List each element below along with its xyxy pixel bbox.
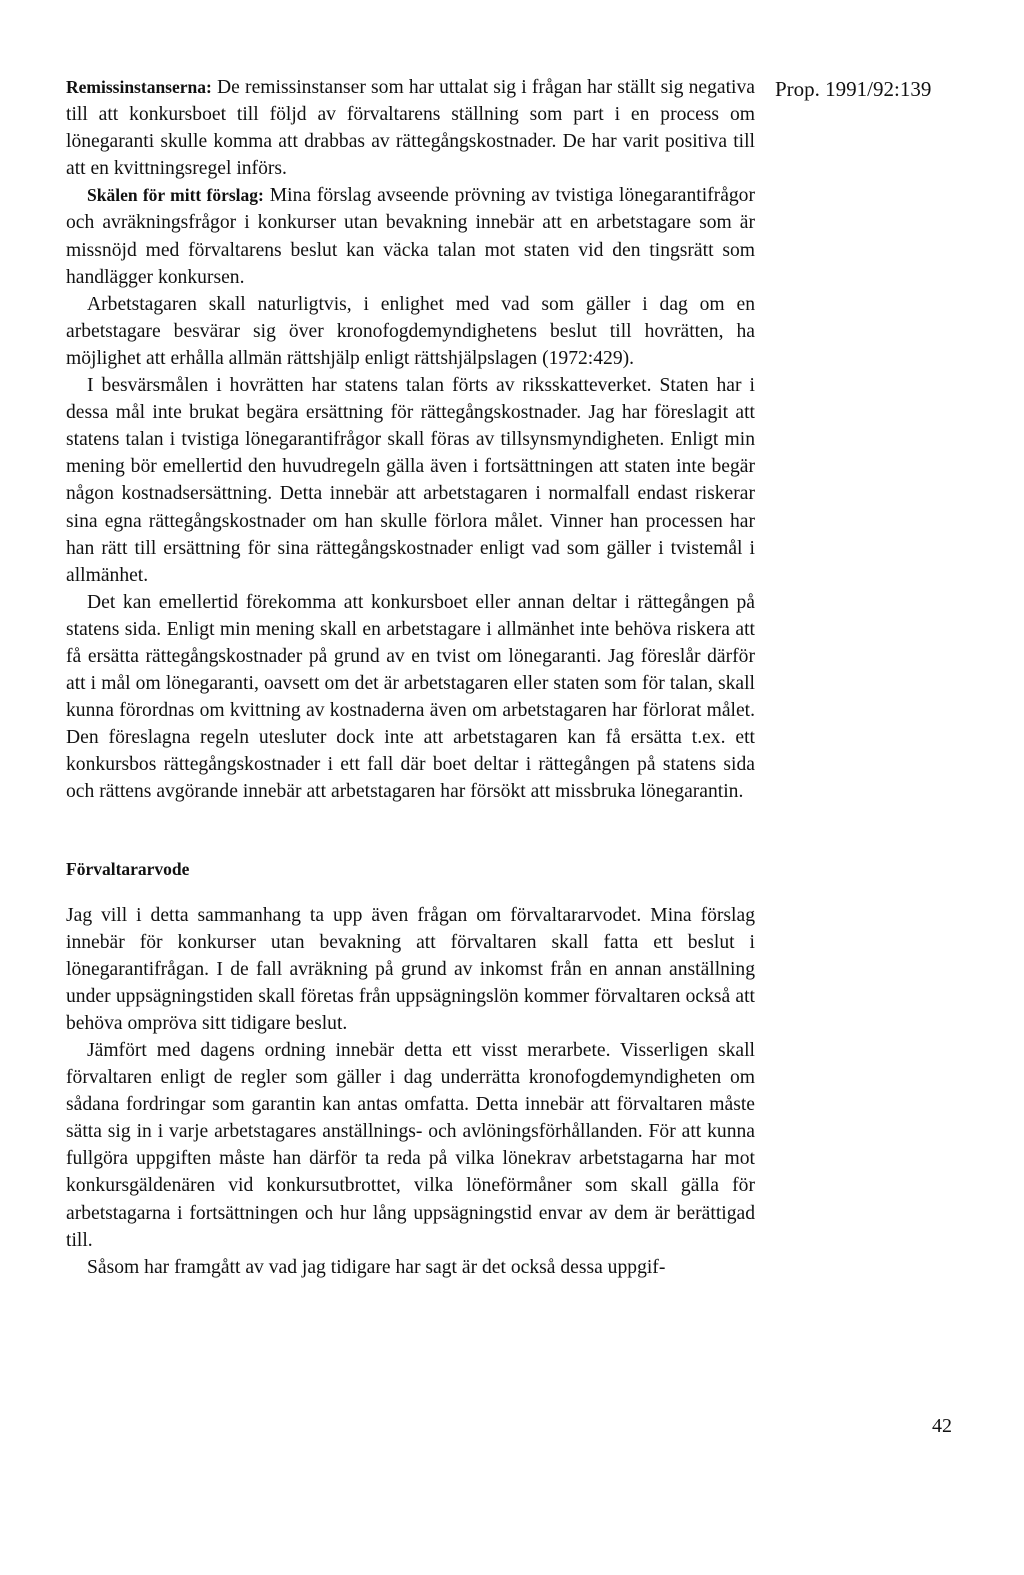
proposition-reference: Prop. 1991/92:139 xyxy=(775,77,932,101)
paragraph-lead: Remissinstanserna: xyxy=(66,77,212,97)
paragraph-remissinstanserna xyxy=(66,74,755,182)
paragraph: Arbetstagaren skall naturligtvis, i enlighet med vad som gäller i dag om en arbetstagare besvärar sig över kronofogdemyndighetens beslut till hovrätten, ha möjlighet att erhålla allmän rättshjälp enligt rättshjälpslagen (1972:429). xyxy=(66,293,755,369)
paragraph: Jag vill i detta sammanhang ta upp även frågan om förvaltararvodet. Mina förslag innebär för konkurser utan bevakning att förvaltaren skall fatta ett beslut i lönegarantifrågan. I de fall avräkning på grund av inkomst från en annan anställning under uppsägningstiden skall företas från uppsägningslön kommer förvaltaren också att behöva ompröva sitt tidigare beslut. xyxy=(66,904,755,1034)
section-heading: Förvaltararvode xyxy=(66,858,190,879)
paragraph: I besvärsmålen i hovrätten har statens talan förts av riksskatteverket. Staten har i dessa mål inte brukat begära ersättning för rättegångskostnader. Jag har föreslagit att statens talan i tvistiga lönegarantifrågor skall föras av tillsynsmyndigheten. Enligt min mening bör emellertid den huvudregeln gälla även i fortsättningen att staten inte begär någon kostnadsersättning. Detta innebär att arbetstagaren i normalfall endast riskerar sina egna rättegångskostnader om han skulle förlora målet. Vinner han processen har han rätt till ersättning för sina rättegångskostnader enligt vad som gäller i tvistemål i allmänhet. xyxy=(66,375,755,586)
paragraph-text: Mina förslag avseende prövning av tvistiga lönegarantifrågor och avräkningsfrågor i konkurser utan bevakning innebär att en arbetstagare som är missnöjd med förvaltarens beslut kan väcka talan mot staten vid den tingsrätt som handlägger konkursen. xyxy=(66,185,756,288)
paragraph-text: De remissinstanser som har uttalat sig i frågan har ställt sig negativa till att konkursboet till följd av förvaltarens ställning som part i en process om lönegaranti skulle komma att drabbas av rättegångskostnader. De har varit positiva till att en kvittningsregel införs. xyxy=(66,77,755,180)
page-number: 42 xyxy=(932,1415,952,1437)
paragraph: Jämfört med dagens ordning innebär detta ett visst merarbete. Visserligen skall förvaltaren enligt de regler som gäller i dag underrätta kronofogdemyndigheten om sådana fordringar som garantin kan antas omfatta. Detta innebär att förvaltaren måste sätta sig in i varje arbetstagares anställnings- och avlöningsförhållanden. För att kunna fullgöra uppgiften måste han därför ta reda på vilka lönekrav arbetstagarna har mot konkursgäldenären vid konkursutbrottet, vilka löneförmåner som skall gälla för arbetstagarna i fortsättningen och hur lång uppsägningstid envar av dem är berättigad till. xyxy=(66,1040,755,1251)
paragraph: Såsom har framgått av vad jag tidigare har sagt är det också dessa uppgif- xyxy=(87,1256,666,1278)
paragraph-lead: Skälen för mitt förslag: xyxy=(87,185,264,206)
paragraph-skalen xyxy=(66,182,755,290)
paragraph: Det kan emellertid förekomma att konkursboet eller annan deltar i rättegången på statens sida. Enligt min mening skall en arbetstagare i allmänhet inte behöva riskera att få ersätta rättegångskostnader på grund av en tvist om lönegaranti. Jag föreslår därför att i mål om lönegaranti, oavsett om det är arbetstagaren eller staten som för talan, skall kunna förordnas om kvittning av kostnaderna även om arbetstagaren har förlorat målet. Den föreslagna regeln utesluter dock inte att arbetstagaren kan få ersätta t.ex. ett konkursbos rättegångskostnader i ett fall där boet deltar i rättegången på statens sida och rättens avgörande innebär att arbetstagaren har försökt att missbruka lönegarantin. xyxy=(66,591,755,803)
document-body xyxy=(66,74,755,1281)
